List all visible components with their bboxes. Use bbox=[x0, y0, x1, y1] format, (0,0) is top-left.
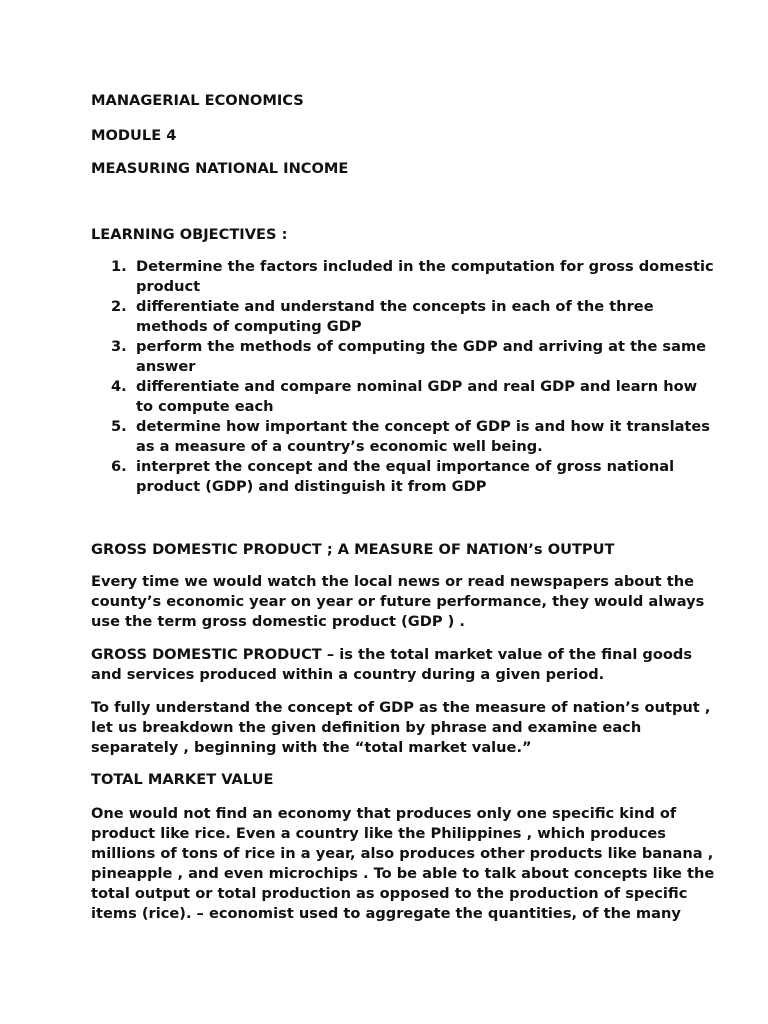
list-item-text: differentiate and compare nominal GDP and real GDP and learn how bbox=[136, 378, 698, 395]
list-item-text: determine how important the concept of GDP is and how it translates bbox=[136, 418, 710, 435]
paragraph-line: product like rice. Even a country like the Philippines , which produces bbox=[91, 825, 666, 842]
list-number: 4. bbox=[111, 378, 127, 395]
paragraph-line: items (rice). – economist used to aggregate the quantities, of the many bbox=[91, 905, 681, 922]
list-item-text: product bbox=[136, 278, 201, 295]
list-item-text: methods of computing GDP bbox=[136, 318, 362, 335]
paragraph-line: GROSS DOMESTIC PRODUCT – is the total market value of the final goods bbox=[91, 646, 693, 663]
list-item-text: to compute each bbox=[136, 398, 274, 415]
paragraph-line: total output or total production as opposed to the production of specific bbox=[91, 885, 688, 902]
list-number: 6. bbox=[111, 458, 127, 475]
paragraph-line: let us breakdown the given definition by phrase and examine each bbox=[91, 719, 642, 736]
paragraph-market-value bbox=[91, 804, 714, 924]
list-number: 1. bbox=[111, 258, 127, 275]
paragraph-line: use the term gross domestic product (GDP ) . bbox=[91, 613, 465, 630]
paragraph-line: county’s economic year on year or future performance, they would always bbox=[91, 593, 705, 610]
paragraph-line: separately , beginning with the “total market value.” bbox=[91, 739, 532, 756]
objectives-heading: LEARNING OBJECTIVES : bbox=[91, 226, 288, 243]
list-item-text: answer bbox=[136, 358, 196, 375]
paragraph-breakdown bbox=[91, 698, 710, 758]
paragraph-intro bbox=[91, 572, 704, 632]
paragraph-line: and services produced within a country during a given period. bbox=[91, 666, 605, 683]
list-item-text: perform the methods of computing the GDP and arriving at the same bbox=[136, 338, 707, 355]
paragraph-line: To fully understand the concept of GDP as the measure of nation’s output , bbox=[91, 699, 711, 716]
module-title: MEASURING NATIONAL INCOME bbox=[91, 160, 349, 177]
list-item bbox=[91, 417, 710, 457]
paragraph-line: pineapple , and even microchips . To be able to talk about concepts like the bbox=[91, 865, 715, 882]
subsection-heading: TOTAL MARKET VALUE bbox=[91, 771, 274, 788]
list-number: 3. bbox=[111, 338, 127, 355]
list-number: 5. bbox=[111, 418, 127, 435]
paragraph-definition bbox=[91, 645, 692, 685]
paragraph-line: One would not find an economy that produces only one specific kind of bbox=[91, 805, 677, 822]
list-number: 2. bbox=[111, 298, 127, 315]
list-item bbox=[91, 457, 691, 497]
list-item-text: Determine the factors included in the computation for gross domestic bbox=[136, 258, 714, 275]
list-item bbox=[91, 377, 698, 417]
section-heading: GROSS DOMESTIC PRODUCT ; A MEASURE OF NATION’s OUTPUT bbox=[91, 541, 615, 558]
list-item bbox=[91, 257, 714, 297]
list-item-text: interpret the concept and the equal importance of gross national bbox=[136, 458, 675, 475]
course-title: MANAGERIAL ECONOMICS bbox=[91, 92, 304, 109]
list-item bbox=[91, 337, 707, 377]
objectives-list bbox=[91, 257, 714, 497]
paragraph-line: Every time we would watch the local news or read newspapers about the bbox=[91, 573, 695, 590]
module-label: MODULE 4 bbox=[91, 127, 177, 144]
paragraph-line: millions of tons of rice in a year, also produces other products like banana , bbox=[91, 845, 714, 862]
list-item bbox=[91, 297, 691, 337]
list-item-text: as a measure of a country’s economic well being. bbox=[136, 438, 543, 455]
list-item-text: product (GDP) and distinguish it from GDP bbox=[136, 478, 487, 495]
list-item-text: differentiate and understand the concepts in each of the three bbox=[136, 298, 654, 315]
